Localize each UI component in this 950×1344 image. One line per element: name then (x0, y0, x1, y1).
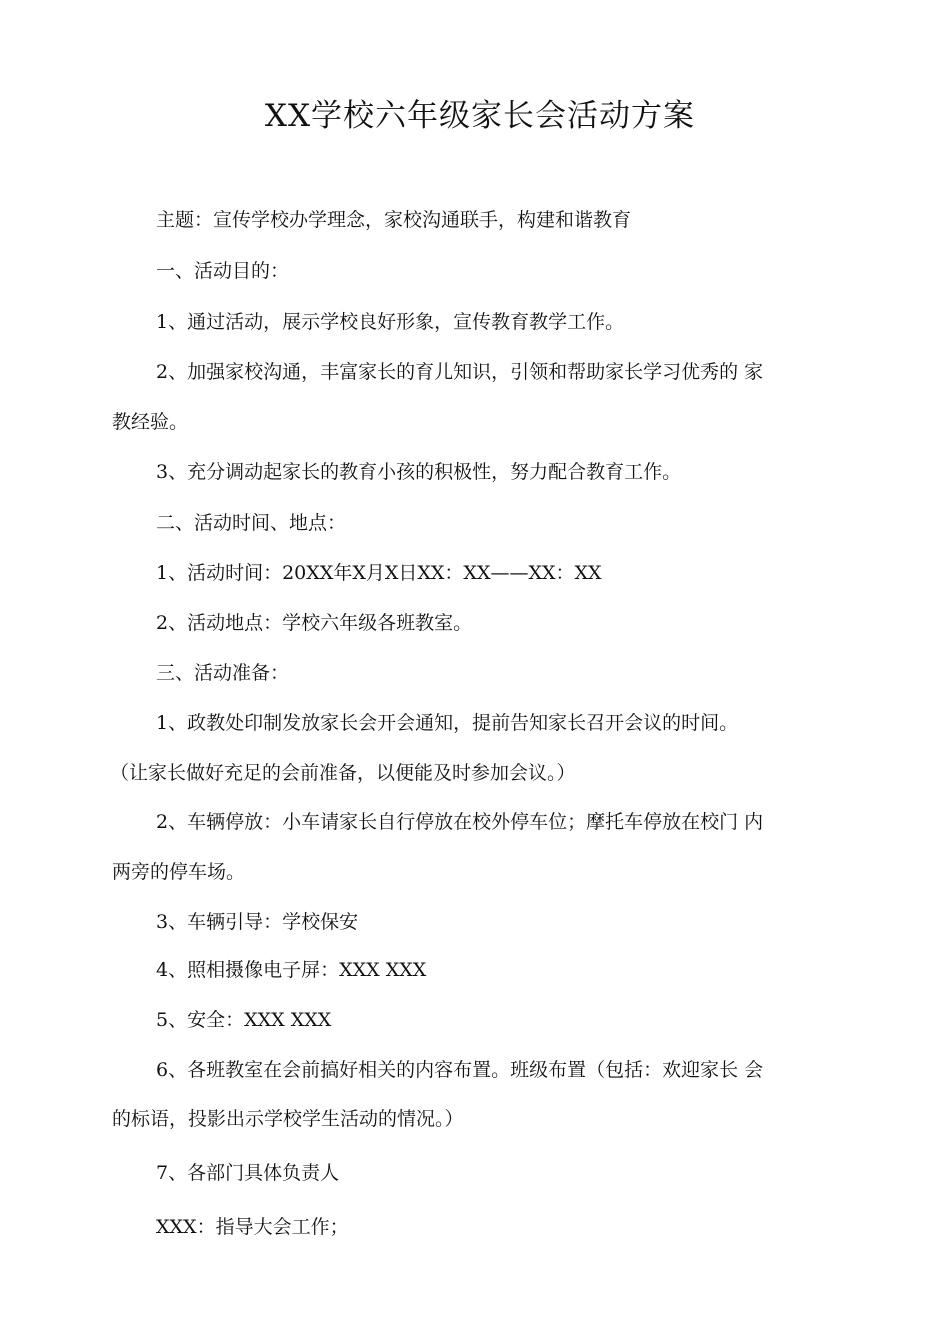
prep-item-2-cont: 两旁的停车场。 (112, 861, 246, 883)
theme-line: 主题：宣传学校办学理念，家校沟通联手，构建和谐教育 (156, 209, 632, 231)
goal-item-1: 1、通过活动，展示学校良好形象，宣传教育教学工作。 (156, 311, 625, 333)
prep-item-4: 4、照相摄像电子屏：XXX XXX (156, 959, 427, 981)
section-heading-goals: 一、活动目的： (156, 260, 290, 282)
time-item-2: 2、活动地点：学校六年级各班教室。 (156, 612, 473, 634)
prep-item-6-cont: 的标语，投影出示学校学生活动的情况。） (112, 1108, 464, 1130)
section-heading-prep: 三、活动准备： (156, 662, 290, 684)
prep-item-3: 3、车辆引导：学校保安 (156, 911, 359, 933)
goal-item-2-cont: 教经验。 (112, 411, 189, 433)
responsible-line: XXX：指导大会工作； (156, 1216, 349, 1238)
section-heading-time: 二、活动时间、地点： (156, 512, 347, 534)
goal-item-3: 3、充分调动起家长的教育小孩的积极性，努力配合教育工作。 (156, 461, 682, 483)
prep-item-1: 1、政教处印制发放家长会开会通知，提前告知家长召开会议的时间。 (156, 712, 739, 734)
goal-item-2: 2、加强家校沟通，丰富家长的育儿知识，引领和帮助家长学习优秀的 家 (156, 361, 764, 383)
prep-item-7: 7、各部门具体负责人 (156, 1162, 340, 1184)
prep-item-6: 6、各班教室在会前搞好相关的内容布置。班级布置（包括：欢迎家长 会 (156, 1059, 764, 1081)
prep-item-1-cont: （让家长做好充足的会前准备，以便能及时参加会议。） (110, 762, 576, 784)
prep-item-2: 2、车辆停放：小车请家长自行停放在校外停车位；摩托车停放在校门 内 (156, 811, 764, 833)
prep-item-5: 5、安全：XXX XXX (156, 1009, 332, 1031)
document-title: XX学校六年级家长会活动方案 (264, 98, 696, 134)
time-item-1: 1、活动时间：20XX年X月X日XX：XX——XX：XX (156, 562, 602, 584)
